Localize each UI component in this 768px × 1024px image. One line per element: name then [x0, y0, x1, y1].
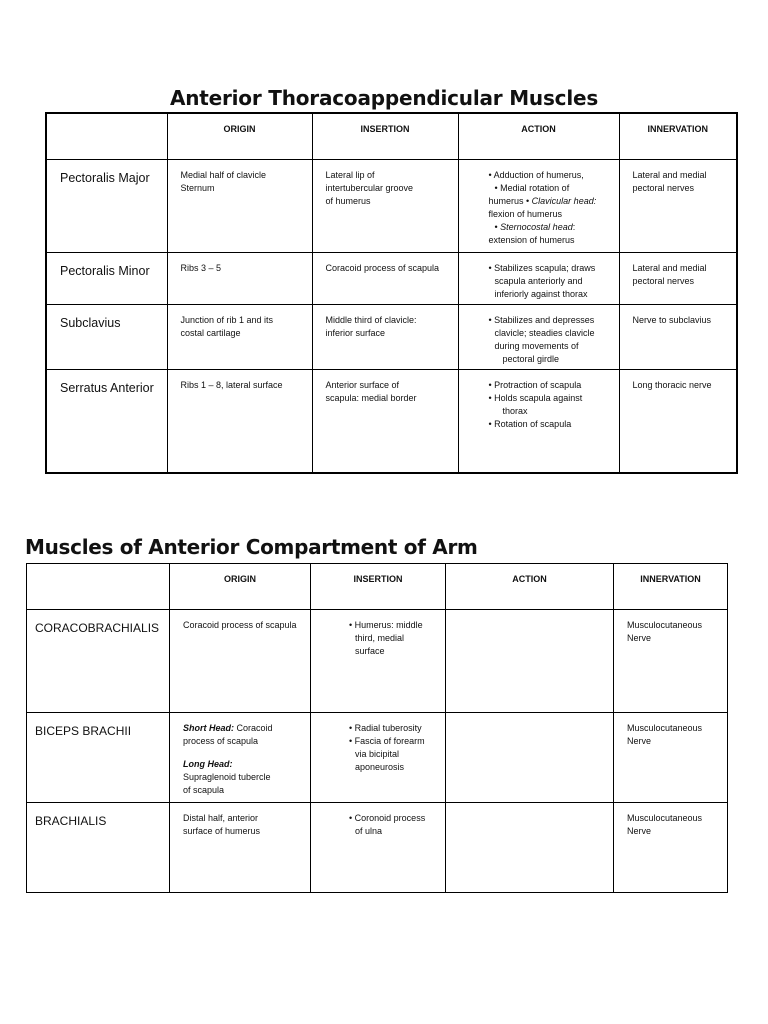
origin-line: Distal half, anterior [183, 813, 259, 823]
table-row [46, 304, 737, 369]
short-head-label: Short Head: [183, 723, 235, 733]
table-row [46, 252, 737, 304]
table-header-row [27, 564, 728, 610]
table-header-row [46, 113, 737, 159]
table-row [27, 803, 728, 893]
innervation-cell [614, 803, 728, 893]
insertion-line: scapula: medial border [325, 392, 417, 403]
innervation-line: Long thoracic nerve [632, 379, 712, 390]
muscle-name: BICEPS BRACHII [27, 713, 170, 803]
action-line: inferiorly against thorax [494, 288, 588, 299]
action-line: • Protraction of scapula [488, 379, 582, 390]
thoracoappendicular-muscles-table [45, 112, 738, 474]
table-row [27, 713, 728, 803]
table2-title: Muscles of Anterior Compartment of Arm [25, 535, 478, 559]
origin-cell [167, 304, 312, 369]
origin-line: surface of humerus [183, 826, 261, 836]
muscle-name: Subclavius [46, 304, 167, 369]
origin-cell [170, 610, 311, 713]
action-cell [458, 252, 619, 304]
insertion-line: Anterior surface of [325, 379, 400, 390]
origin-cell [167, 159, 312, 252]
muscle-name: CORACOBRACHIALIS [27, 610, 170, 713]
insertion-line: of ulna [355, 826, 383, 836]
insertion-line: Lateral lip of [325, 169, 375, 180]
action-cell [446, 713, 614, 803]
action-line: pectoral girdle [502, 353, 560, 364]
muscle-name: Serratus Anterior [46, 369, 167, 473]
action-line: clavicle; steadies clavicle [494, 327, 595, 338]
insertion-cell [312, 369, 458, 473]
action-line: scapula anteriorly and [494, 275, 583, 286]
anterior-arm-muscles-table [26, 563, 728, 893]
insertion-line: • Humerus: middle [349, 620, 423, 630]
action-line: thorax [502, 405, 528, 416]
origin-text: Coracoid [234, 723, 273, 733]
insertion-line: • Coronoid process [349, 813, 426, 823]
innervation-line: Musculocutaneous [627, 620, 703, 630]
insertion-line: intertubercular groove [325, 182, 414, 193]
action-text: : [572, 221, 576, 232]
innervation-line: pectoral nerves [632, 275, 695, 286]
action-cell [458, 159, 619, 252]
origin-line: costal cartilage [180, 327, 241, 338]
spacer [183, 748, 304, 758]
innervation-line: Lateral and medial [632, 262, 707, 273]
action-line [489, 221, 615, 234]
action-line: flexion of humerus [488, 208, 563, 219]
origin-cell [170, 803, 311, 893]
origin-cell [170, 713, 311, 803]
action-cell [446, 610, 614, 713]
origin-line: Ribs 3 – 5 [180, 262, 222, 273]
innervation-cell [619, 369, 737, 473]
insertion-line: inferior surface [325, 327, 386, 338]
insertion-cell [311, 803, 446, 893]
insertion-cell [312, 159, 458, 252]
action-line: • Rotation of scapula [488, 418, 572, 429]
innervation-line: Nerve [627, 826, 652, 836]
header-innervation: INNERVATION [619, 113, 737, 159]
insertion-cell [312, 252, 458, 304]
action-line: • Stabilizes and depresses [488, 314, 595, 325]
header-action: ACTION [458, 113, 619, 159]
origin-line: process of scapula [183, 736, 259, 746]
header-origin: ORIGIN [170, 564, 311, 610]
insertion-line: • Radial tuberosity [349, 723, 422, 733]
innervation-line: pectoral nerves [632, 182, 695, 193]
action-line: • Adduction of humerus, [488, 169, 584, 180]
innervation-cell [619, 304, 737, 369]
insertion-line: Middle third of clavicle: [325, 314, 417, 325]
header-action: ACTION [446, 564, 614, 610]
origin-cell [167, 369, 312, 473]
header-origin: ORIGIN [167, 113, 312, 159]
header-corner [27, 564, 170, 610]
insertion-line: third, medial [355, 633, 405, 643]
table-row [27, 610, 728, 713]
insertion-cell [311, 610, 446, 713]
action-text: humerus • [488, 195, 532, 206]
table-row [46, 369, 737, 473]
header-innervation: INNERVATION [614, 564, 728, 610]
innervation-line: Musculocutaneous [627, 723, 703, 733]
innervation-cell [619, 159, 737, 252]
action-line: • Stabilizes scapula; draws [488, 262, 596, 273]
action-line [489, 195, 615, 208]
action-line: • Medial rotation of [494, 182, 570, 193]
sternocostal-head-label: Sternocostal head [500, 221, 573, 232]
action-text: • [494, 221, 501, 232]
innervation-cell [614, 610, 728, 713]
insertion-line: of humerus [325, 195, 371, 206]
origin-line: Supraglenoid tubercle [183, 772, 271, 782]
innervation-line: Musculocutaneous [627, 813, 703, 823]
insertion-line: Coracoid process of scapula [325, 262, 440, 273]
innervation-line: Nerve [627, 633, 652, 643]
long-head-label: Long Head: [183, 759, 233, 769]
insertion-cell [311, 713, 446, 803]
origin-line: Coracoid process of scapula [183, 620, 297, 630]
table1-title: Anterior Thoracoappendicular Muscles [169, 86, 599, 110]
action-line: extension of humerus [488, 234, 575, 245]
origin-line: Ribs 1 – 8, lateral surface [180, 379, 283, 390]
muscle-name: Pectoralis Minor [46, 252, 167, 304]
origin-line: Junction of rib 1 and its [180, 314, 274, 325]
innervation-cell [614, 713, 728, 803]
origin-line: of scapula [183, 785, 225, 795]
origin-line: Medial half of clavicle [180, 169, 267, 180]
insertion-line: via bicipital [355, 749, 400, 759]
action-line: during movements of [494, 340, 579, 351]
header-corner [46, 113, 167, 159]
origin-line: Sternum [180, 182, 215, 193]
action-cell [446, 803, 614, 893]
origin-line [183, 722, 304, 735]
origin-cell [167, 252, 312, 304]
clavicular-head-label: Clavicular head: [531, 195, 597, 206]
innervation-cell [619, 252, 737, 304]
innervation-line: Lateral and medial [632, 169, 707, 180]
muscle-name: Pectoralis Major [46, 159, 167, 252]
header-insertion: INSERTION [311, 564, 446, 610]
insertion-cell [312, 304, 458, 369]
innervation-line: Nerve to subclavius [632, 314, 712, 325]
table-row [46, 159, 737, 252]
innervation-line: Nerve [627, 736, 652, 746]
muscle-name: BRACHIALIS [27, 803, 170, 893]
header-insertion: INSERTION [312, 113, 458, 159]
insertion-line: aponeurosis [355, 762, 405, 772]
action-line: • Holds scapula against [488, 392, 583, 403]
insertion-line: • Fascia of forearm [349, 736, 425, 746]
insertion-line: surface [355, 646, 385, 656]
action-cell [458, 369, 619, 473]
action-cell [458, 304, 619, 369]
